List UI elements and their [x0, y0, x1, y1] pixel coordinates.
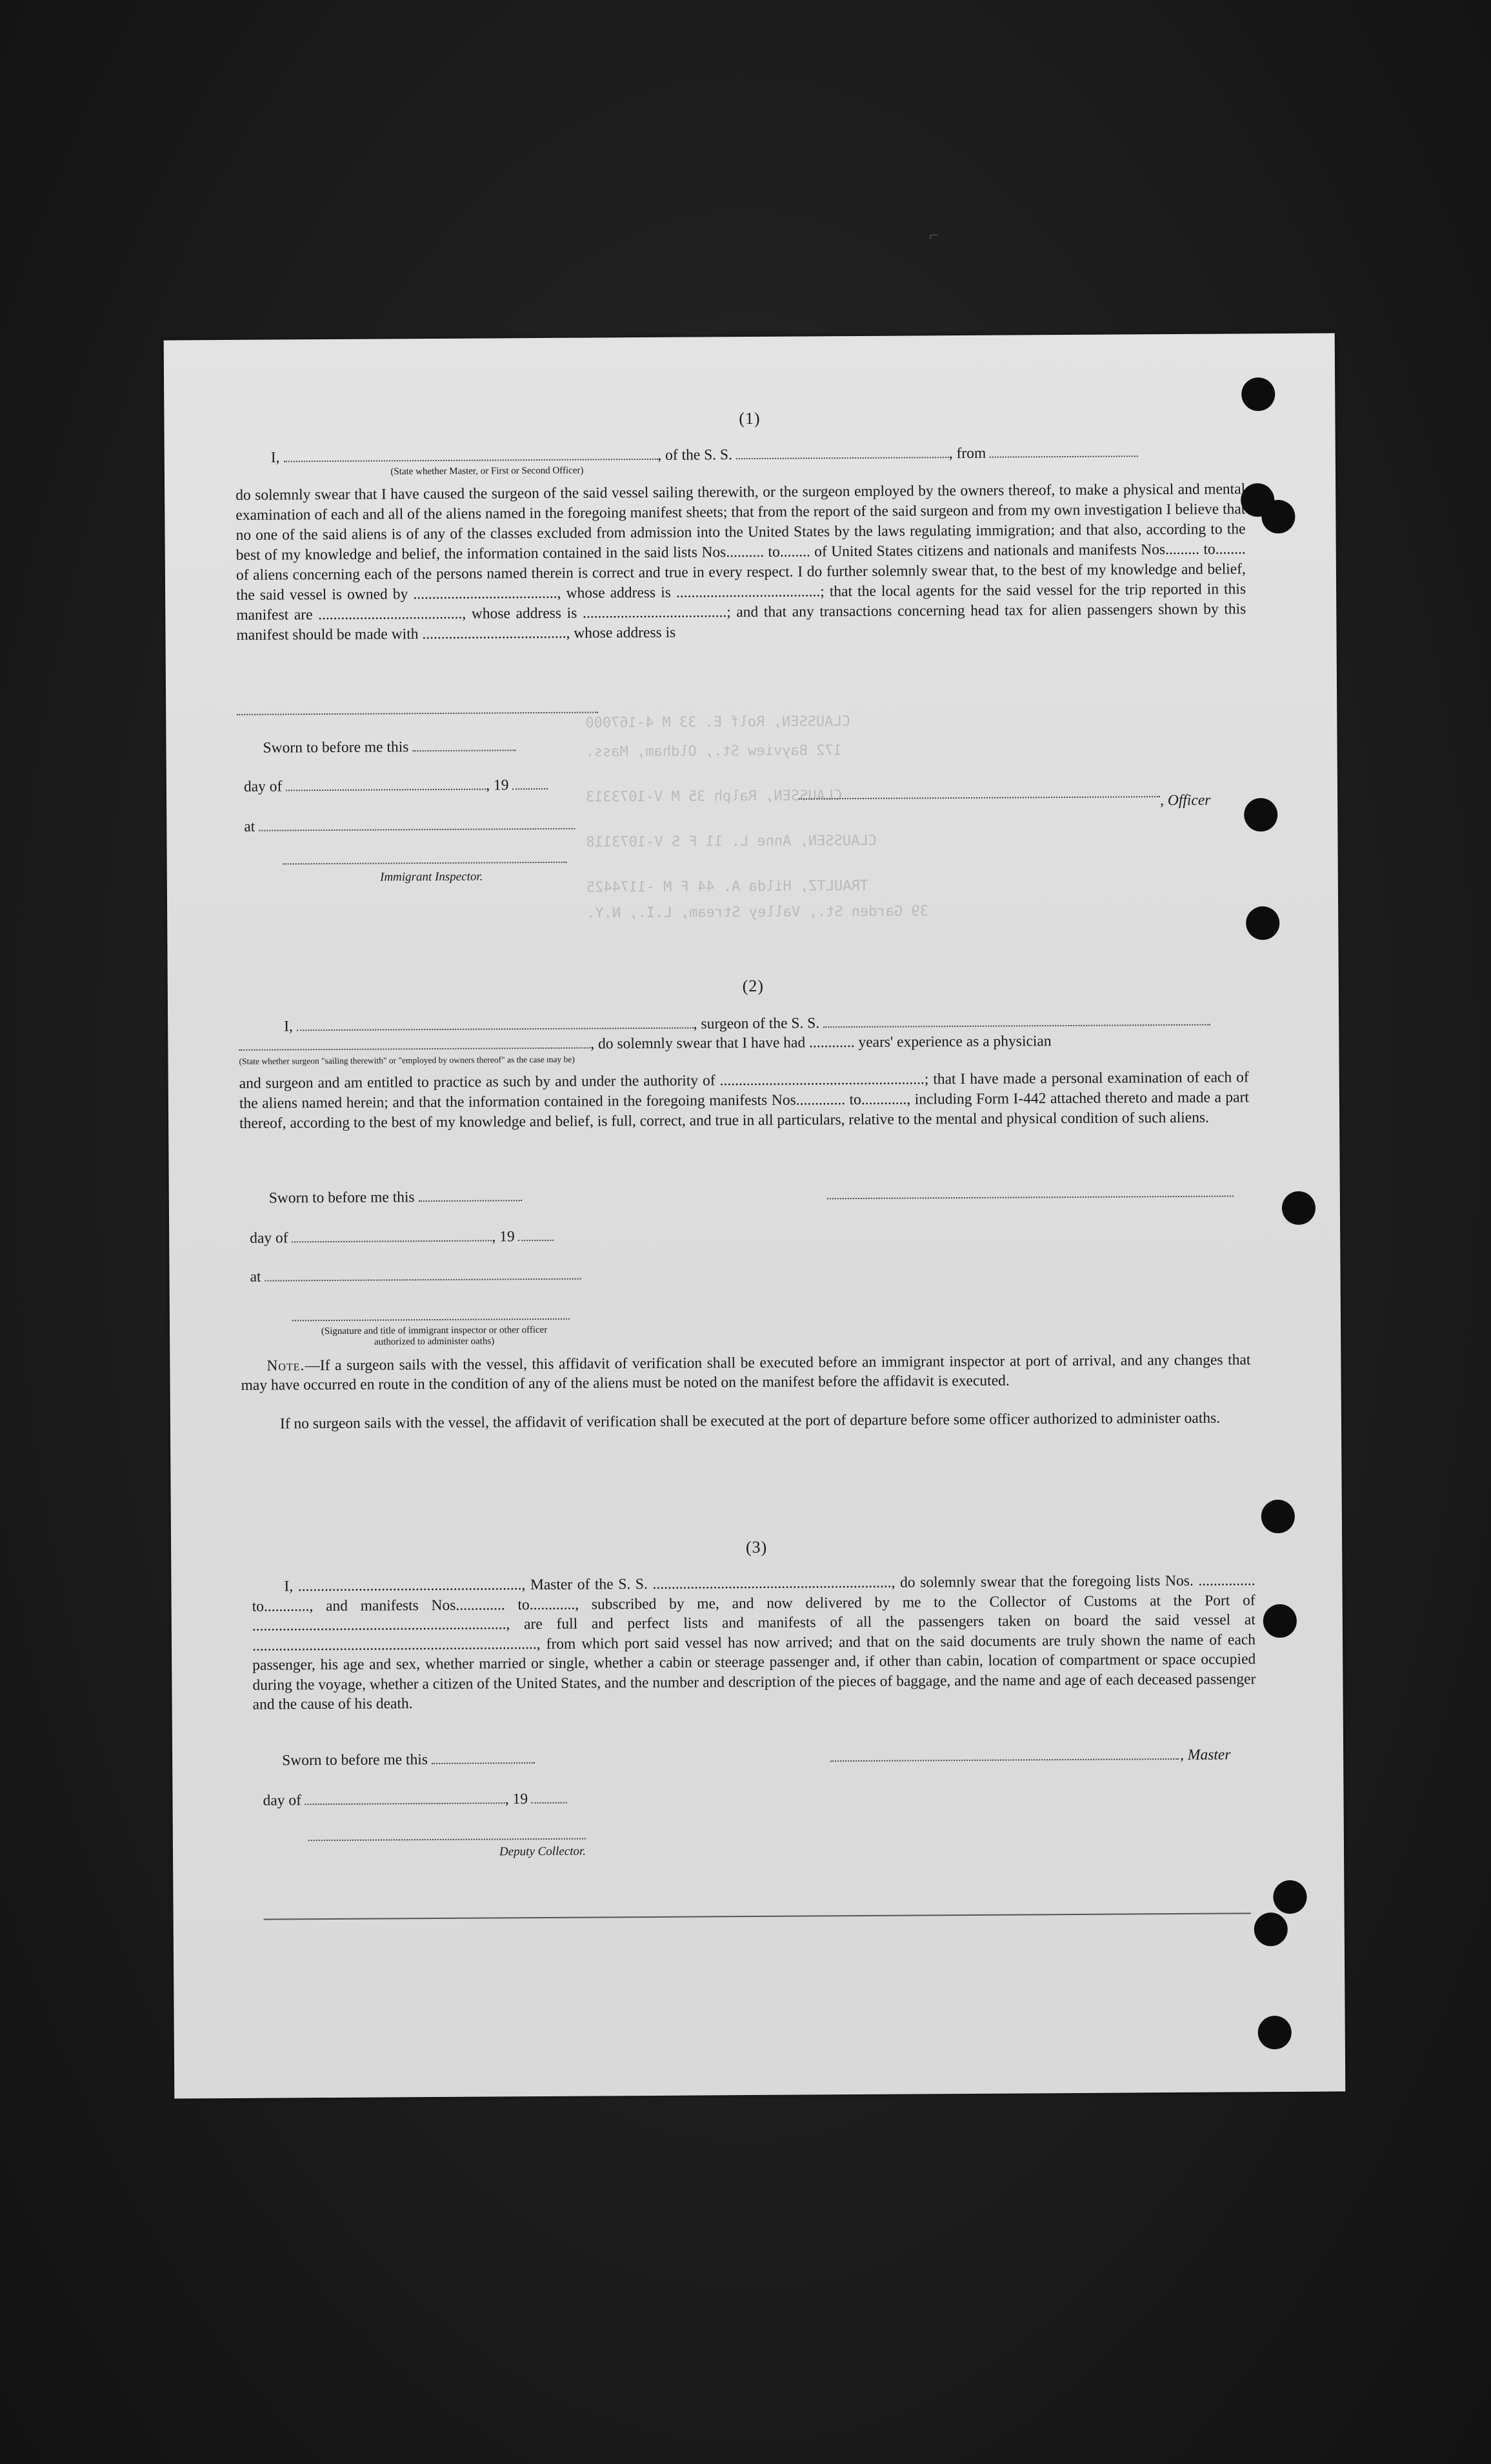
divider-dots — [237, 711, 598, 715]
note-paragraph-1 — [241, 1350, 1250, 1395]
section-3-oath-text — [252, 1571, 1256, 1714]
officer-signature-line — [799, 796, 1160, 799]
place-blank — [265, 1267, 581, 1282]
day-of-line — [244, 777, 548, 796]
inspector-label: Immigrant Inspector. — [380, 869, 483, 884]
text: , surgeon of the S. S. — [693, 1015, 820, 1033]
origin-port-blank — [990, 444, 1138, 457]
paragraph: I, ..........................................................., Master of the S. S. ..............................................................., do solemnly swear that the foregoing lists Nos. ............... to............, and manifests Nos............. to............, subscribed by me, and now delivered by me to the Collector of Customs at the Port of ..................................................................., are full and perfect lists and manifests of all the passengers taken on board the said vessel at ..........................................................................., from which port said vessel has now arrived; and that on the said documents are truly shown the name of each passenger, his age and sex, whether married or single, whether a cabin or steerage passenger and, if other than cabin, location of compartment or space occupied during the voyage, whether a citizen of the United States, and the number and description of the pieces of baggage, and the name and age of each deceased passenger and the cause of his death. — [252, 1572, 1256, 1713]
section-2-number: (2) — [742, 976, 765, 996]
vessel-name-blank — [823, 1013, 1210, 1028]
officer-label: , Officer — [1159, 791, 1211, 810]
paragraph: do solemnly swear that I have caused the surgeon of the said vessel sailing therewith, or the surgeon employed by the owners thereof, to make a physical and mental examination of each and all of the aliens named in the foregoing manifest sheets; that from the report of the said surgeon and from my own investigation I believe that no one of the said aliens is of any of the classes excluded from admission into the United States by the laws regulating immigration; and that also, according to the best of my knowledge and belief, the information contained in the said lists Nos.......... to........ of United States citizens and nationals and manifests Nos......... to........ of aliens concerning each of the persons named therein is correct and true in every respect. I do further solemnly swear that, to the best of my knowledge and belief, the said vessel is owned by ......................................, whose address is ......................................; that the local agents for the said vessel for the trip reported in this manifest are ......................................, whose address is ......................................; and that any transactions concerning head tax for alien passengers shown by this manifest should be made with ......................................, whose address is — [235, 481, 1246, 644]
text: , from — [948, 444, 986, 462]
year-blank — [512, 777, 548, 790]
text: Sworn to before me this — [263, 739, 409, 757]
text: at — [250, 1268, 261, 1286]
sworn-line — [269, 1188, 522, 1207]
signature-caption: (Signature and title of immigrant inspector or other officer authorized to administer oaths) — [321, 1324, 548, 1347]
bleed-through-line: CLAUSSEN, Anne L. 11 F S V-1073118 — [586, 832, 877, 851]
officer-name-blank — [283, 447, 657, 462]
text: at — [244, 818, 255, 835]
punch-hole — [1246, 906, 1279, 940]
at-line — [250, 1267, 581, 1286]
section-2-first-line — [284, 1013, 1210, 1036]
section-1-oath-text — [235, 479, 1246, 646]
text: Sworn to before me this — [282, 1751, 428, 1769]
collector-label: Deputy Collector. — [499, 1844, 586, 1859]
paragraph: and surgeon and am entitled to practice as such by and under the authority of ......................................................; that I have made a personal examination of each of the aliens named herein; and that the information contained in the foregoing manifests Nos............. to............, including Form I-442 attached thereto and made a part thereof, according to the best of my knowledge and belief, is full, correct, and true in all particulars, relative to the mental and physical condition of such aliens. — [239, 1069, 1249, 1132]
text: , of the S. S. — [657, 446, 733, 464]
note-paragraph-2: If no surgeon sails with the vessel, the affidavit of verification shall be executed at the port of departure before some officer authorized to administer oaths. — [279, 1409, 1221, 1433]
sworn-date-blank — [432, 1751, 535, 1764]
text: I, — [284, 1018, 293, 1035]
section-2-second-line — [239, 1033, 1051, 1055]
bleed-through-line: 39 Garden St., Valley Stream, L.I., N.Y. — [586, 903, 929, 922]
text: , do solemnly swear that I have had ............ years' experience as a physician — [590, 1033, 1052, 1053]
bleed-through-line: CLAUSSEN, Rolf E. 33 M 4-167000 — [585, 713, 851, 731]
scan-artifact: ⌐ — [929, 226, 939, 244]
punch-hole — [1273, 1880, 1306, 1914]
section-2-oath-text — [239, 1068, 1250, 1134]
sworn-date-blank — [412, 738, 515, 751]
sworn-line — [282, 1751, 535, 1769]
punch-hole — [1282, 1191, 1316, 1225]
inspector-signature-line — [283, 862, 567, 865]
master-signature-line — [830, 1758, 1179, 1762]
vessel-name-blank — [736, 445, 949, 459]
text: —If a surgeon sails with the vessel, this affidavit of verification shall be executed before an immigrant inspector at port of arrival, and any changes that may have occurred en route in the condition of any of the aliens must be noted on the manifest before the affidavit is executed. — [241, 1351, 1251, 1394]
month-blank — [305, 1791, 505, 1805]
text: , 19 — [486, 777, 509, 794]
at-line — [244, 817, 575, 836]
day-of-line — [263, 1791, 567, 1810]
text: day of — [263, 1792, 301, 1809]
authorized-officer-signature-line — [292, 1318, 570, 1322]
month-blank — [292, 1228, 492, 1242]
punch-hole — [1261, 1500, 1295, 1533]
section-1-first-line — [271, 444, 1138, 466]
sworn-line — [263, 738, 515, 757]
surgeon-signature-line — [827, 1195, 1234, 1199]
note-label: Note. — [266, 1357, 305, 1375]
sworn-date-blank — [418, 1188, 521, 1202]
punch-hole — [1261, 500, 1295, 533]
year-blank — [532, 1791, 567, 1803]
surgeon-caption: (State whether surgeon "sailing therewith" or "employed by owners thereof" as the case may be) — [239, 1054, 575, 1066]
bleed-through-line: 172 Bayview St., Oldham, Mass. — [585, 742, 843, 760]
month-blank — [286, 777, 486, 791]
text: , 19 — [505, 1791, 528, 1808]
text: I, — [270, 449, 280, 466]
year-blank — [519, 1228, 554, 1241]
punch-hole — [1263, 1604, 1297, 1638]
bottom-rule — [264, 1913, 1251, 1920]
collector-signature-line — [308, 1838, 586, 1842]
punch-hole — [1258, 2016, 1292, 2049]
bleed-through-line: TRAULTZ, Hilda A. 44 F M -1174425 — [586, 877, 869, 896]
section-3-number: (3) — [745, 1537, 768, 1557]
officer-caption: (State whether Master, or First or Second Officer) — [390, 465, 584, 477]
bleed-through-line: CLAUSSEN, Ralph 35 M V-1073313 — [585, 788, 843, 806]
master-label: , Master — [1180, 1746, 1231, 1764]
text: , 19 — [492, 1228, 515, 1246]
place-blank — [259, 817, 575, 831]
manifest-page — [164, 333, 1346, 2098]
text: day of — [250, 1229, 288, 1247]
punch-hole — [1244, 798, 1277, 831]
punch-hole — [1254, 1913, 1288, 1946]
text: day of — [243, 778, 283, 795]
day-of-line — [250, 1228, 554, 1247]
surgeon-status-blank — [239, 1036, 590, 1051]
surgeon-name-blank — [297, 1016, 694, 1031]
text: Sworn to before me this — [268, 1189, 415, 1207]
section-1-number: (1) — [739, 408, 761, 428]
